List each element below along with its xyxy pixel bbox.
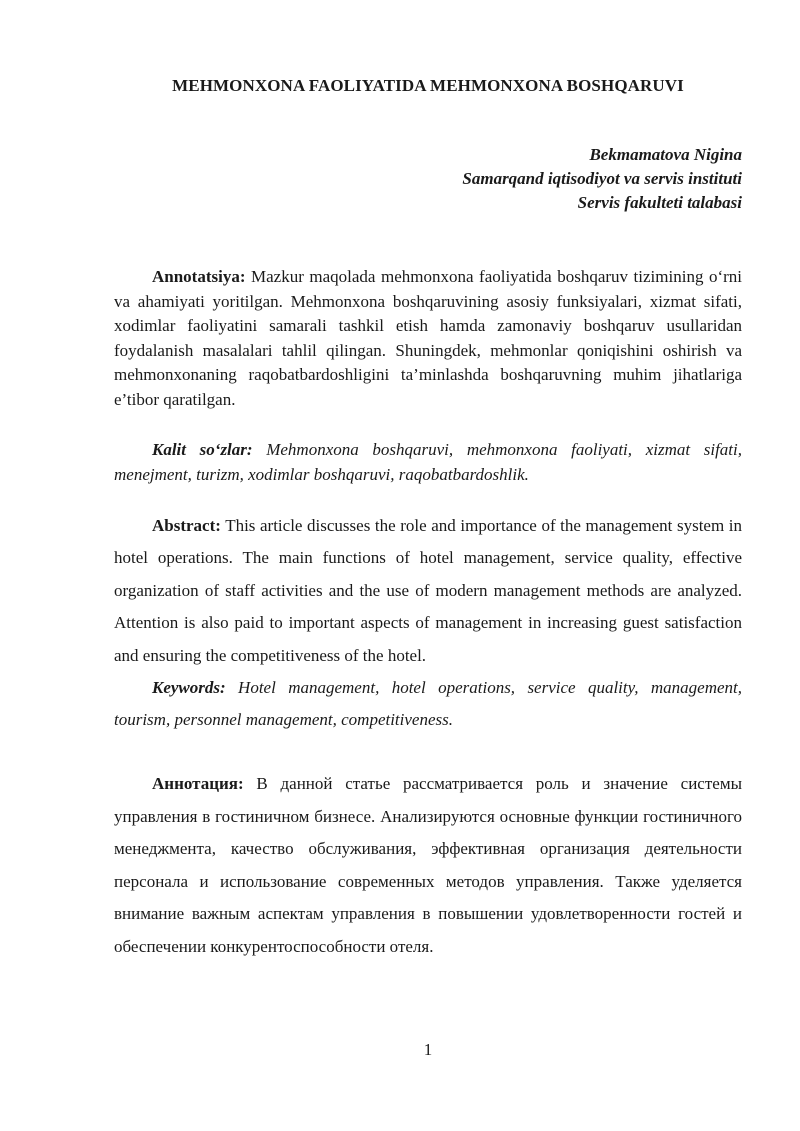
keywords-en-label: Keywords: (152, 678, 226, 697)
abstract-en-text: This article discusses the role and importance of the management system in hotel operations. The main functions of hotel management, service quality, effective organization of staff activities and the use of modern management methods are analyzed. Attention is also paid to important aspects of management in increasing guest satisfaction and ensuring the competitiveness of the hotel. (114, 516, 742, 665)
abstract-en-label: Abstract: (152, 516, 221, 535)
keywords-en (114, 672, 742, 737)
keywords-en-text: Hotel management, hotel operations, service quality, management, tourism, personnel management, competitiveness. (114, 678, 742, 730)
annotation-uz-text: Mazkur maqolada mehmonxona faoliyatida boshqaruv tizimining o‘rni va ahamiyati yoritilgan. Mehmonxona boshqaruvining asosiy funksiyalari, xizmat sifati, xodimlar faoliyatini samarali tashkil etish hamda zamonaviy boshqaruv usullaridan foydalanish masalalari tahlil qilingan. Shuningdek, mehmonlar qoniqishini oshirish va mehmonxonaning raqobatbardoshligini ta’minlashda boshqaruvning muhim jihatlariga e’tibor qaratilgan. (114, 267, 742, 409)
author-name: Bekmamatova Nigina (589, 145, 742, 164)
keywords-uz-label: Kalit so‘zlar: (152, 440, 253, 459)
keywords-uz-text: Mehmonxona boshqaruvi, mehmonxona faoliyati, xizmat sifati, menejment, turizm, xodimlar boshqaruvi, raqobatbardoshlik. (114, 440, 742, 484)
annotation-ru (114, 768, 742, 963)
abstract-en (114, 510, 742, 672)
annotation-uz-label: Annotatsiya: (152, 267, 246, 286)
page-number: 1 (423, 1040, 433, 1059)
author-block (114, 143, 742, 215)
author-role: Servis fakulteti talabasi (577, 193, 742, 212)
paper-title: MEHMONXONA FAOLIYATIDA MEHMONXONA BOSHQARUVI (172, 76, 684, 95)
annotation-uz (114, 265, 742, 413)
author-institution: Samarqand iqtisodiyot va servis instituti (462, 169, 742, 188)
annotation-ru-text: В данной статье рассматривается роль и значение системы управления в гостиничном бизнесе. Анализируются основные функции гостиничного менеджмента, качество обслуживания, эффективная организация деятельности персонала и использование современных методов управления. Также уделяется внимание важным аспектам управления в повышении удовлетворенности гостей и обеспечении конкурентоспособности отеля. (114, 774, 742, 956)
annotation-ru-label: Аннотация: (152, 774, 244, 793)
keywords-uz (114, 438, 742, 487)
